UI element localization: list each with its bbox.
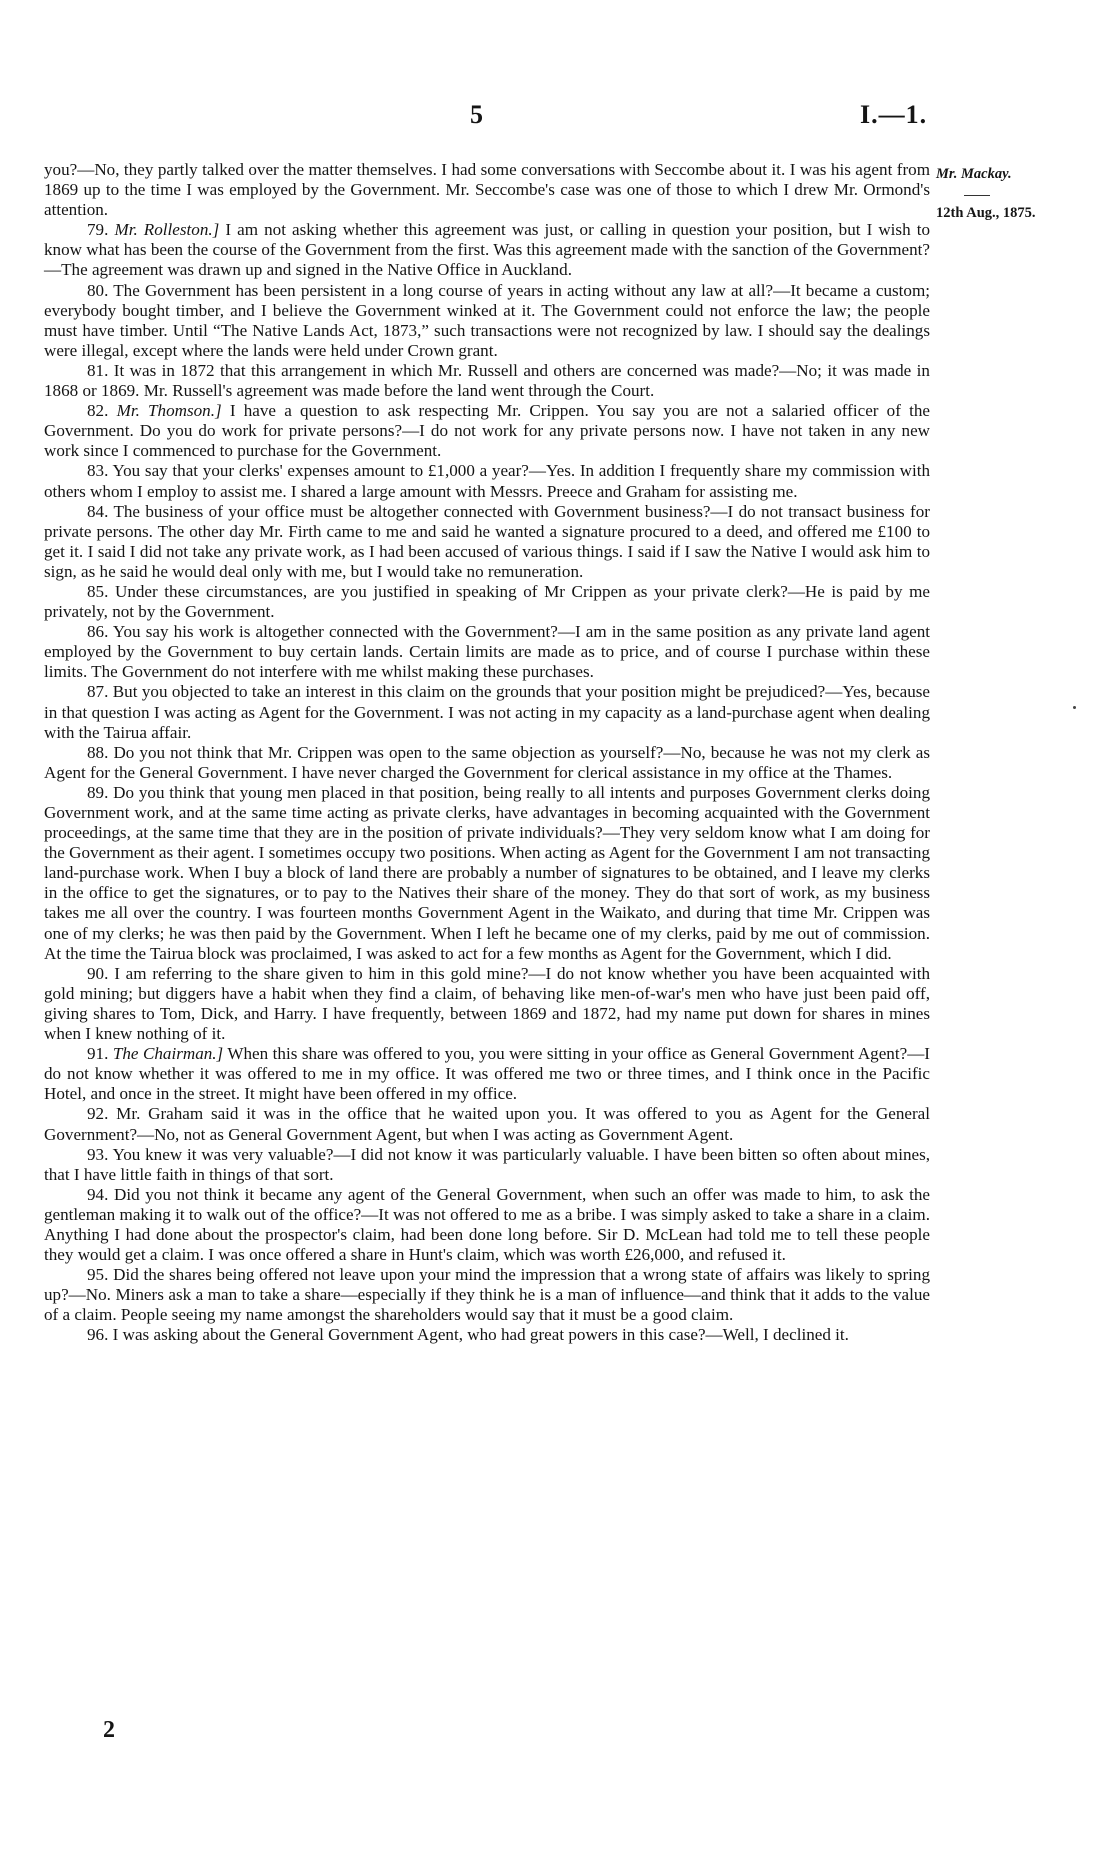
paragraph-text: Did you not think it became any agent of the General Government, when such an offer was made to him, to ask the gentleman making it to walk out of the office?—It was not offered to me as a bribe. I was simply asked to take a share in a claim. Anything I had done about the prospector's claim, had been done long before. Sir D. McLean had told me to tell these people they would get a claim. I was once offered a share in Hunt's claim, which was worth £26,000, and refused it.	[44, 1184, 930, 1265]
question-number: 87.	[87, 682, 109, 702]
paragraph-text: I was asking about the General Government Agent, who had great powers in this case?—Well, I declined it.	[112, 1325, 849, 1345]
paragraph-text: Did the shares being offered not leave upon your mind the impression that a wrong state of affairs was likely to spring up?—No. Miners ask a man to take a share—especially if they think he is a man of influence—and think that it adds to the value of a claim. People seeing my name amongst the shareholders would say that it must be a good claim.	[44, 1265, 930, 1325]
question-number: 84.	[87, 501, 109, 521]
paragraph	[44, 401, 930, 461]
paragraph-text: I have a question to ask respecting Mr. Crippen. You say you are not a salaried officer of the Government. Do you do work for private persons?—I do not work for any private persons now. I have not taken in any new work since I commenced to purchase for the Government.	[44, 401, 930, 461]
paragraph-text: Do you think that young men placed in that position, being really to all intents and purposes Government clerks doing Government work, and at the same time acting as private clerks, have advantages in becoming acquainted with the Government proceedings, at the same time that they are in the position of private individuals?—They very seldom know what I am doing for the Government as their agent. I sometimes occupy two positions. When acting as Agent for the Government I am not transacting land-purchase work. When I buy a block of land there are probably a number of signatures to be obtained, and I leave my clerks in the office to get the signatures, or to pay to the Natives their share of the money. They do that sort of work, as my business takes me all over the country. I was fourteen months Government Agent in the Waikato, and during that time Mr. Crippen was one of my clerks; he was then paid by the Government. When I left he became one of my clerks, paid by me out of commission. At the time the Tairua block was proclaimed, I was asked to act for a few months as Agent for the Government, which I did.	[44, 782, 930, 963]
paragraph-text: You say that your clerks' expenses amount to £1,000 a year?—Yes. In addition I frequently share my commission with others whom I employ to assist me. I shared a large amount with Messrs. Preece and Graham for assisting me.	[44, 461, 930, 501]
paragraph	[44, 783, 930, 964]
question-number: 83.	[87, 461, 109, 481]
paragraph	[44, 582, 930, 622]
paragraph	[44, 1325, 930, 1345]
paragraph-text: I am not asking whether this agreement was just, or calling in question your position, but I wish to know what has been the course of the Government from the first. Was this agreement made with the sanction of the Government?—The agreement was drawn up and signed in the Native Office in Auckland.	[44, 220, 930, 280]
paragraph-text: The business of your office must be altogether connected with Government business?—I do not transact business for private persons. The other day Mr. Firth came to me and said he wanted a signature procured to a deed, and offered me £100 to get it. I said I did not take any private work, as I had been accused of various things. I said if I saw the Native I would ask him to sign, as he said he would deal only with me, but I would take no remuneration.	[44, 501, 930, 581]
paragraph	[44, 1145, 930, 1185]
question-number: 93.	[87, 1144, 109, 1164]
signature-mark: 2	[103, 1717, 115, 1743]
question-number: 85.	[87, 581, 109, 601]
paragraph	[44, 1044, 930, 1104]
body-text	[44, 160, 930, 1346]
paragraph	[44, 461, 930, 501]
speaker: Mr. Thomson.]	[116, 401, 222, 421]
question-number: 94.	[87, 1184, 109, 1204]
question-number: 80.	[87, 280, 109, 300]
paragraph	[44, 1104, 930, 1144]
paragraph	[44, 622, 930, 682]
question-number: 92.	[87, 1104, 109, 1124]
paragraph-text: When this share was offered to you, you were sitting in your office as General Government Agent?—I do not know whether it was offered to me in my office. It was offered me two or three times, and I think once in the Pacific Hotel, and once in the street. It might have been offered in my office.	[44, 1044, 930, 1104]
paragraph-text: The Government has been persistent in a long course of years in acting without any law at all?—It became a custom; everybody bought timber, and I believe the Government winked at it. The Government could not enforce the law; the people must have timber. Until “The Native Lands Act, 1873,” such transactions were not recognized by law. I should say the dealings were illegal, except where the lands were held under Crown grant.	[44, 280, 930, 360]
paragraph-text: Mr. Graham said it was in the office that he waited upon you. It was offered to you as Agent for the General Government?—No, not as General Government Agent, but when I was acting as Government Agent.	[44, 1104, 930, 1144]
paragraph	[44, 361, 930, 401]
paragraph	[44, 160, 930, 220]
paragraph-text: But you objected to take an interest in this claim on the grounds that your position might be prejudiced?—Yes, because in that question I was acting as Agent for the Government. I was not acting in my capacity as a land-purchase agent when dealing with the Tairua affair.	[44, 682, 930, 742]
speaker: The Chairman.]	[112, 1044, 224, 1064]
hearing-date: 12th Aug., 1875.	[936, 205, 1036, 221]
document-reference: I.—1.	[860, 100, 928, 129]
question-number: 79.	[87, 220, 109, 240]
speaker: Mr. Rolleston.]	[114, 220, 220, 240]
page-speck	[1073, 706, 1076, 709]
paragraph	[44, 682, 930, 742]
question-number: 81.	[87, 360, 109, 380]
paragraph-text: I am referring to the share given to him in this gold mine?—I do not know whether you have been acquainted with gold mining; but diggers have a habit when they find a claim, of behaving like men-of-war's men who have just been paid off, giving shares to Tom, Dick, and Harry. I have frequently, between 1869 and 1872, had my name put down for shares in mines when I knew nothing of it.	[44, 963, 930, 1044]
paragraph	[44, 1265, 930, 1325]
page-number: 5	[470, 100, 484, 129]
paragraph-text: You say his work is altogether connected with the Government?—I am in the same position as any private land agent employed by the Government to buy certain lands. Certain limits are made as to price, and of course I purchase within these limits. The Government do not interfere with me whilst making these purchases.	[44, 622, 930, 682]
paragraph-text: you?—No, they partly talked over the matter themselves. I had some conversations with Seccombe about it. I was his agent from 1869 up to the time I was employed by the Government. Mr. Seccombe's case was one of those to which I drew Mr. Ormond's attention.	[44, 160, 930, 220]
question-number: 82.	[87, 401, 109, 421]
question-number: 88.	[87, 742, 109, 762]
paragraph-text: It was in 1872 that this arrangement in which Mr. Russell and others are concerned was made?—No; it was made in 1868 or 1869. Mr. Russell's agreement was made before the land went through the Court.	[44, 360, 930, 401]
witness-name: Mr. Mackay.	[936, 166, 1012, 182]
question-number: 91.	[87, 1044, 109, 1064]
question-number: 90.	[87, 963, 109, 983]
paragraph	[44, 281, 930, 361]
question-number: 95.	[87, 1265, 109, 1285]
paragraph-text: Do you not think that Mr. Crippen was open to the same objection as yourself?—No, because he was not my clerk as Agent for the General Government. I have never charged the Government for clerical assistance in my office at the Thames.	[44, 742, 930, 782]
paragraph-text: You knew it was very valuable?—I did not know it was particularly valuable. I have been bitten so often about mines, that I have little faith in things of that sort.	[44, 1144, 931, 1184]
paragraph	[44, 743, 930, 783]
paragraph	[44, 964, 930, 1044]
paragraph-text: Under these circumstances, are you justified in speaking of Mr Crippen as your private clerk?—He is paid by me privately, not by the Government.	[44, 581, 930, 622]
paragraph	[44, 220, 930, 280]
question-number: 96.	[87, 1325, 109, 1345]
question-number: 89.	[87, 782, 109, 802]
margin-rule	[964, 195, 990, 196]
paragraph	[44, 1185, 930, 1265]
question-number: 86.	[87, 622, 109, 642]
paragraph	[44, 502, 930, 582]
